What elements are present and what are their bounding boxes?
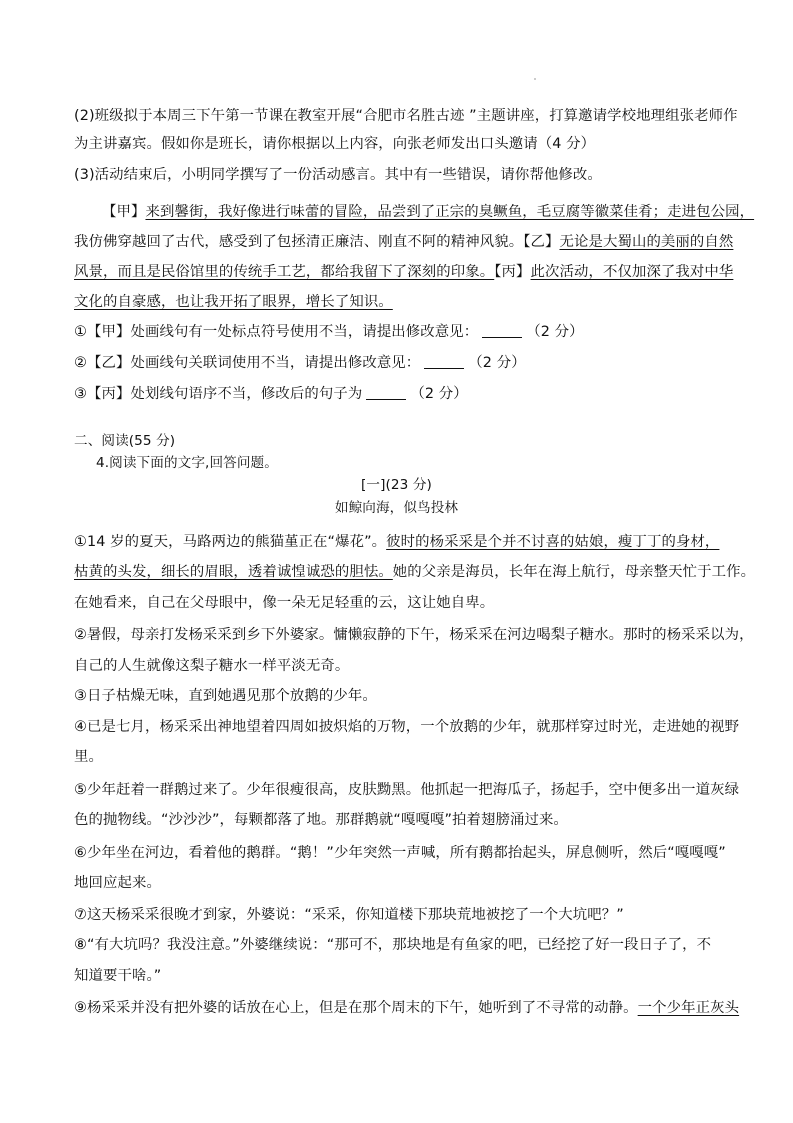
- para-6-line1: ⑥少年坐在河边，看着他的鹅群。“鹅！”少年突然一声喊，所有鹅都抬起头，屏息侧听，然后“嘎嘎嘎”: [74, 845, 726, 861]
- section-heading: 二、阅读(55 分): [74, 433, 176, 449]
- para-6-line2: 地回应起来。: [74, 875, 161, 891]
- para-9-line1: ⑨杨采采并没有把外婆的话放在心上，但是在那个周末的下午，她听到了不寻常的动静。一个少年正灰头: [74, 1000, 740, 1016]
- para-1-line3: 在她看来，自己在父母眼中，像一朵无足轻重的云，这让她自卑。: [74, 595, 495, 611]
- sub-question-3: ③【丙】处划线句语序不当，修改后的句子为 （2 分）: [74, 386, 468, 402]
- para-5-line2: 色的抛物线。“沙沙沙”，每颗都落了地。那群鹅就“嘎嘎嘎”拍着翅膀涌过来。: [74, 812, 568, 828]
- para-8-line2: 知道要干啥。”: [74, 968, 162, 984]
- sub-question-2: ②【乙】处画线句关联词使用不当，请提出修改意见： （2 分）: [74, 355, 526, 371]
- para-4-line2: 里。: [74, 749, 103, 765]
- answer-blank[interactable]: [424, 354, 464, 369]
- answer-blank[interactable]: [482, 323, 522, 338]
- para-7: ⑦这天杨采采很晚才到家，外婆说：“采采，你知道楼下那块荒地被挖了一个大坑吧？”: [74, 907, 624, 923]
- para-1-line2: 枯黄的头发，细长的眉眼，透着诚惶诚恐的胆怯。她的父亲是海员，长年在海上航行，母亲整天忙于工作。: [74, 564, 756, 580]
- para-5-line1: ⑤少年赶着一群鹅过来了。少年很瘦很高，皮肤黝黑。他抓起一把海瓜子，扬起手，空中便多出一道灰绿: [74, 782, 740, 798]
- question-3: (3)活动结束后，小明同学撰写了一份活动感言。其中有一些错误，请你帮他修改。: [74, 167, 602, 183]
- para-2-line2: 自己的人生就像这梨子糖水一样平淡无奇。: [74, 658, 350, 674]
- para-3: ③日子枯燥无味，直到她遇见那个放鹅的少年。: [74, 688, 377, 704]
- para-8-line1: ⑧“有大坑吗？我没注意。”外婆继续说：“那可不，那块地是有鱼家的吧，已经挖了好一段日子了，不: [74, 937, 712, 953]
- essay-line-4: 文化的自豪感，也让我开拓了眼界，增长了知识。: [74, 294, 393, 310]
- sub-question-1: ①【甲】处画线句有一处标点符号使用不当，请提出修改意见： （2 分）: [74, 324, 584, 340]
- question-2-line1: (2)班级拟于本周三下午第一节课在教室开展“合肥市名胜古迹 ”主题讲座，打算邀请学校地理组张老师作: [74, 108, 738, 124]
- para-4-line1: ④已是七月，杨采采出神地望着四周如披炽焰的万物，一个放鹅的少年，就那样穿过时光，走进她的视野: [74, 719, 740, 735]
- essay-line-1: 【甲】来到馨街，我好像进行味蕾的冒险，品尝到了正宗的臭鳜鱼，毛豆腐等徽菜佳肴；走进包公园，: [102, 204, 755, 220]
- answer-blank[interactable]: [366, 385, 406, 400]
- part-heading: [一](23 分): [361, 477, 432, 493]
- essay-line-3: 风景，而且是民俗馆里的传统手工艺，都给我留下了深刻的印象。【丙】此次活动，不仅加深了我对中华: [74, 264, 734, 280]
- para-1-line1: ①14 岁的夏天，马路两边的熊猫堇正在“爆花”。彼时的杨采采是个并不讨喜的姑娘，瘦丁丁的身材，: [74, 534, 720, 550]
- question-2-line2: 为主讲嘉宾。假如你是班长，请你根据以上内容，向张老师发出口头邀请（4 分）: [74, 136, 596, 152]
- question-4: 4.阅读下面的文字,回答问题。: [96, 455, 278, 471]
- scan-speck: [534, 78, 536, 80]
- article-title: 如鲸向海，似鸟投林: [334, 500, 459, 516]
- essay-line-2: 我仿佛穿越回了古代，感受到了包拯清正廉洁、刚直不阿的精神风貌。【乙】无论是大蜀山的美丽的自然: [74, 234, 734, 250]
- para-2-line1: ②暑假，母亲打发杨采采到乡下外婆家。慵懒寂静的下午，杨采采在河边喝梨子糖水。那时的杨采采以为，: [74, 627, 754, 643]
